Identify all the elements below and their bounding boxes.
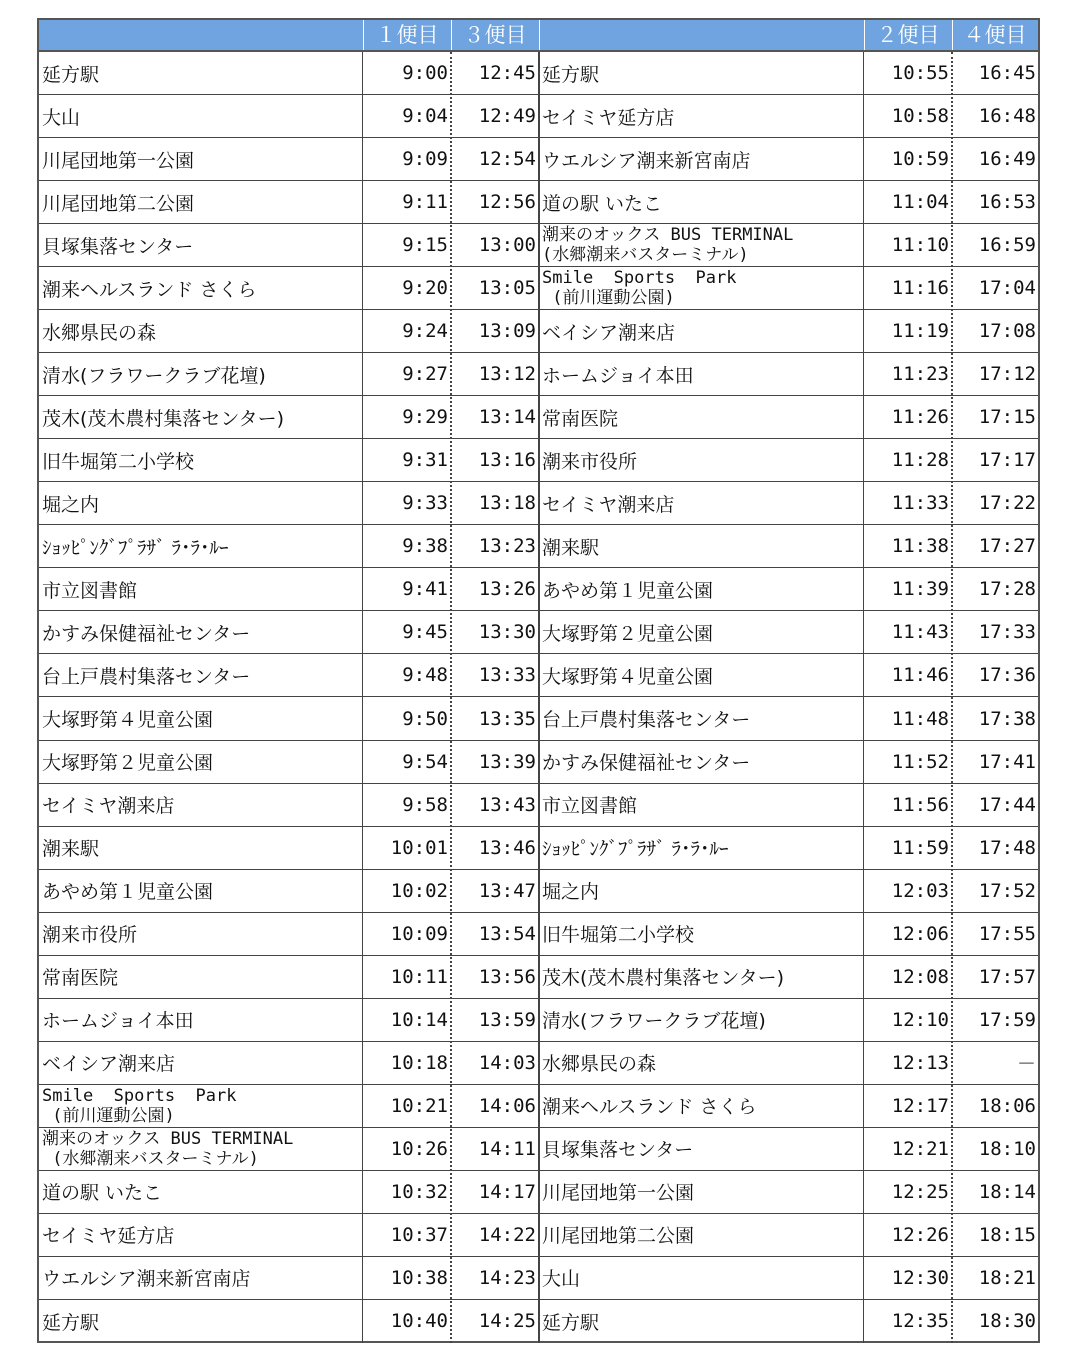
trip3-time: 14:17	[478, 1180, 536, 1203]
trip2-time: 12:21	[891, 1137, 949, 1160]
trip4-time: 16:53	[978, 191, 1036, 214]
trip1-time: 9:27	[402, 363, 448, 386]
outbound-stop-name: 川尾団地第一公園	[42, 149, 195, 172]
trip1-time: 9:11	[402, 191, 448, 214]
outbound-stop-name: 貝塚集落センター	[42, 235, 194, 258]
trip1-time: 10:21	[390, 1094, 448, 1117]
inbound-stop-name: 茂木(茂木農村集落センター)	[542, 967, 785, 990]
outbound-stop-name: 大山	[42, 106, 81, 129]
trip2-time: 12:10	[891, 1008, 949, 1031]
trip3-time: 13:09	[478, 320, 536, 343]
trip3-time: 13:05	[478, 277, 536, 300]
trip4-time: 17:48	[978, 836, 1036, 859]
trip4-time: 17:04	[978, 277, 1036, 300]
timetable-row	[39, 654, 1038, 697]
trip4-time: 17:44	[978, 793, 1036, 816]
trip1-time: 9:00	[402, 62, 448, 85]
trip2-time: 11:48	[891, 707, 949, 730]
inbound-stop-name: 貝塚集落センター	[542, 1139, 694, 1162]
trip1-time: 9:48	[402, 664, 448, 687]
timetable-row	[39, 138, 1038, 181]
outbound-stop-name: 潮来ヘルスランド さくら	[42, 278, 257, 301]
timetable	[37, 18, 1040, 1343]
timetable-row	[39, 913, 1038, 956]
trip3-time: 13:59	[478, 1008, 536, 1031]
trip3-time: 13:56	[478, 965, 536, 988]
timetable-header	[39, 20, 1038, 52]
timetable-row	[39, 1042, 1038, 1085]
trip3-time: 13:47	[478, 879, 536, 902]
trip3-time: 13:39	[478, 750, 536, 773]
trip4-time: 17:38	[978, 707, 1036, 730]
trip2-time: 11:10	[891, 234, 949, 257]
trip2-time: 12:06	[891, 922, 949, 945]
trip3-time: 13:54	[478, 922, 536, 945]
inbound-stop-name: ホームジョイ本田	[542, 364, 694, 387]
outbound-stop-name: あやめ第１児童公園	[42, 881, 214, 904]
outbound-stop-name: 常南医院	[42, 967, 119, 990]
inbound-stop-name-line: (前川運動公園)	[542, 288, 675, 309]
trip4-time: 18:21	[978, 1266, 1036, 1289]
inbound-stop-name: 潮来駅	[542, 536, 600, 559]
timetable-row	[39, 525, 1038, 568]
outbound-stop-name: 茂木(茂木農村集落センター)	[42, 407, 285, 430]
outbound-stop-name	[39, 1085, 362, 1127]
trip2-time: 11:43	[891, 621, 949, 644]
trip1-time: 10:40	[390, 1310, 448, 1333]
trip4-time: 17:55	[978, 922, 1036, 945]
header-trip-4: ４便目	[963, 23, 1027, 47]
outbound-stop-name: 堀之内	[42, 493, 100, 516]
inbound-stop-name: ウエルシア潮来新宮南店	[542, 149, 751, 172]
trip4-time: 17:12	[978, 363, 1036, 386]
outbound-stop-name: 潮来市役所	[42, 924, 138, 947]
trip1-time: 10:26	[390, 1137, 448, 1160]
outbound-stop-name: 川尾団地第二公園	[42, 192, 195, 215]
outbound-stop-name: ｼｮｯﾋﾟﾝｸﾞﾌﾟﾗｻﾞ ﾗ･ﾗ･ﾙｰ	[42, 536, 229, 559]
header-trip-3: ３便目	[463, 23, 527, 47]
trip2-time: 12:26	[891, 1223, 949, 1246]
trip4-time: 16:59	[978, 234, 1036, 257]
trip1-time: 9:33	[402, 492, 448, 515]
trip1-time: 9:15	[402, 234, 448, 257]
inbound-stop-name-line: 潮来のオックス BUS TERMINAL	[542, 225, 794, 246]
trip4-time: 18:30	[978, 1310, 1036, 1333]
trip3-time: 13:18	[478, 492, 536, 515]
inbound-stop-name: 大塚野第４児童公園	[542, 665, 714, 688]
timetable-row	[39, 1171, 1038, 1214]
trip3-time: 13:16	[478, 449, 536, 472]
inbound-stop-name: 川尾団地第一公園	[542, 1182, 695, 1205]
trip3-time: 13:30	[478, 621, 536, 644]
trip3-time: 13:33	[478, 664, 536, 687]
outbound-stop-name: ウエルシア潮来新宮南店	[42, 1268, 251, 1291]
timetable-row	[39, 439, 1038, 482]
timetable-row	[39, 784, 1038, 827]
timetable-row	[39, 999, 1038, 1042]
trip2-time: 12:03	[891, 879, 949, 902]
trip1-time: 9:24	[402, 320, 448, 343]
timetable-row	[39, 1128, 1038, 1171]
timetable-row	[39, 741, 1038, 784]
timetable-row	[39, 353, 1038, 396]
header-blank-right	[539, 20, 864, 50]
trip4-time: 17:33	[978, 621, 1036, 644]
outbound-stop-name	[39, 1128, 362, 1170]
trip3-time: 13:46	[478, 836, 536, 859]
header-blank-left	[39, 20, 363, 50]
timetable-row	[39, 224, 1038, 267]
outbound-stop-name-line: 潮来のオックス BUS TERMINAL	[42, 1128, 294, 1149]
outbound-stop-name: 台上戸農村集落センター	[42, 665, 251, 688]
trip4-time: 17:41	[978, 750, 1036, 773]
trip2-time: 11:59	[891, 836, 949, 859]
inbound-stop-name: 延方駅	[542, 1311, 600, 1334]
trip2-time: 11:38	[891, 535, 949, 558]
inbound-stop-name: 水郷県民の森	[542, 1053, 657, 1076]
timetable-row	[39, 310, 1038, 353]
trip2-time: 12:17	[891, 1094, 949, 1117]
trip3-time: 13:14	[478, 406, 536, 429]
trip2-time: 11:28	[891, 449, 949, 472]
trip2-time: 11:33	[891, 492, 949, 515]
trip4-time: 16:48	[978, 105, 1036, 128]
timetable-row	[39, 181, 1038, 224]
trip3-time: 12:45	[478, 62, 536, 85]
trip1-time: 10:02	[390, 879, 448, 902]
timetable-row	[39, 482, 1038, 525]
inbound-stop-name: セイミヤ潮来店	[542, 493, 675, 516]
trip1-time: 9:41	[402, 578, 448, 601]
trip4-time: 17:08	[978, 320, 1036, 343]
trip1-time: 10:18	[390, 1051, 448, 1074]
trip2-time: 11:39	[891, 578, 949, 601]
timetable-row	[39, 267, 1038, 310]
timetable-row	[39, 611, 1038, 654]
trip4-time: 18:10	[978, 1137, 1036, 1160]
trip4-time: 17:17	[978, 449, 1036, 472]
outbound-stop-name: ベイシア潮来店	[42, 1053, 176, 1076]
trip2-time: 11:19	[891, 320, 949, 343]
trip3-time: 12:56	[478, 191, 536, 214]
trip2-time: 10:59	[891, 148, 949, 171]
trip4-time: 16:45	[978, 62, 1036, 85]
outbound-stop-name: 延方駅	[42, 63, 100, 86]
trip4-time: 18:06	[978, 1094, 1036, 1117]
trip2-time: 10:55	[891, 62, 949, 85]
trip1-time: 10:14	[390, 1008, 448, 1031]
trip2-time: 11:26	[891, 406, 949, 429]
header-trip-2: ２便目	[876, 23, 940, 47]
trip2-time: 12:35	[891, 1310, 949, 1333]
trip3-time: 14:25	[478, 1310, 536, 1333]
outbound-stop-name: 水郷県民の森	[42, 321, 157, 344]
outbound-stop-name: 市立図書館	[42, 579, 138, 602]
inbound-stop-name: 大山	[542, 1268, 581, 1291]
trip2-time: 12:08	[891, 965, 949, 988]
outbound-stop-name-line: (前川運動公園)	[42, 1105, 175, 1126]
inbound-stop-name	[539, 267, 863, 309]
inbound-stop-name: 常南医院	[542, 407, 619, 430]
trip3-time: 13:43	[478, 793, 536, 816]
inbound-stop-name: セイミヤ延方店	[542, 106, 675, 129]
trip4-time: 17:22	[978, 492, 1036, 515]
trip2-time: 12:25	[891, 1180, 949, 1203]
inbound-stop-name: 堀之内	[542, 881, 600, 904]
trip2-time: 11:04	[891, 191, 949, 214]
trip1-time: 9:29	[402, 406, 448, 429]
outbound-stop-name: 清水(フラワークラブ花壇)	[42, 364, 266, 387]
outbound-stop-name: 道の駅 いたこ	[42, 1182, 163, 1205]
timetable-row	[39, 396, 1038, 439]
inbound-stop-name: 潮来市役所	[542, 450, 638, 473]
inbound-stop-name: かすみ保健福祉センター	[542, 752, 751, 775]
timetable-row	[39, 95, 1038, 138]
inbound-stop-name: あやめ第１児童公園	[542, 579, 714, 602]
trip4-time: 17:36	[978, 664, 1036, 687]
outbound-stop-name: セイミヤ潮来店	[42, 795, 175, 818]
trip1-time: 10:11	[390, 965, 448, 988]
timetable-row	[39, 1300, 1038, 1343]
timetable-row	[39, 568, 1038, 611]
inbound-stop-name: 道の駅 いたこ	[542, 192, 663, 215]
inbound-stop-name	[539, 224, 863, 266]
trip4-time: 18:14	[978, 1180, 1036, 1203]
outbound-stop-name: 旧牛堀第二小学校	[42, 450, 195, 473]
timetable-row	[39, 1085, 1038, 1128]
trip4-time: 17:15	[978, 406, 1036, 429]
timetable-row	[39, 698, 1038, 741]
trip1-time: 9:50	[402, 707, 448, 730]
outbound-stop-name-line: (水郷潮来バスターミナル)	[42, 1148, 259, 1169]
trip1-time: 9:54	[402, 750, 448, 773]
timetable-row	[39, 827, 1038, 870]
trip1-time: 10:32	[390, 1180, 448, 1203]
inbound-stop-name: ベイシア潮来店	[542, 321, 676, 344]
trip1-time: 9:09	[402, 148, 448, 171]
trip2-time: 11:23	[891, 363, 949, 386]
inbound-stop-name: 清水(フラワークラブ花壇)	[542, 1010, 766, 1033]
outbound-stop-name: ホームジョイ本田	[42, 1010, 194, 1033]
outbound-stop-name: 延方駅	[42, 1311, 100, 1334]
trip4-time: 17:59	[978, 1008, 1036, 1031]
trip4-time: 17:28	[978, 578, 1036, 601]
trip1-time: 10:38	[390, 1266, 448, 1289]
inbound-stop-name: 台上戸農村集落センター	[542, 709, 751, 732]
trip4-time: 17:52	[978, 879, 1036, 902]
inbound-stop-name-line: (水郷潮来バスターミナル)	[542, 245, 749, 266]
timetable-body	[39, 52, 1038, 1343]
inbound-stop-name: ｼｮｯﾋﾟﾝｸﾞﾌﾟﾗｻﾞ ﾗ･ﾗ･ﾙｰ	[542, 838, 729, 861]
trip1-time: 10:01	[390, 836, 448, 859]
trip2-time: 12:30	[891, 1266, 949, 1289]
outbound-stop-name: 大塚野第２児童公園	[42, 752, 214, 775]
trip3-time: 14:11	[478, 1137, 536, 1160]
trip4-time: 17:27	[978, 535, 1036, 558]
header-trip-1: １便目	[375, 23, 439, 47]
trip2-time: 11:52	[891, 750, 949, 773]
trip1-time: 9:45	[402, 621, 448, 644]
inbound-stop-name: 川尾団地第二公園	[542, 1225, 695, 1248]
trip3-time: 12:49	[478, 105, 536, 128]
trip4-time: 18:15	[978, 1223, 1036, 1246]
trip3-time: 13:26	[478, 578, 536, 601]
timetable-row	[39, 956, 1038, 999]
inbound-stop-name: 旧牛堀第二小学校	[542, 924, 695, 947]
inbound-stop-name: 大塚野第２児童公園	[542, 622, 714, 645]
trip3-time: 13:35	[478, 707, 536, 730]
trip1-time: 9:58	[402, 793, 448, 816]
trip3-time: 13:00	[478, 234, 536, 257]
trip3-time: 14:03	[478, 1051, 536, 1074]
trip4-time: －	[1016, 1053, 1036, 1076]
trip2-time: 11:56	[891, 793, 949, 816]
trip2-time: 12:13	[891, 1051, 949, 1074]
outbound-stop-name: 大塚野第４児童公園	[42, 709, 214, 732]
outbound-stop-name: 潮来駅	[42, 838, 100, 861]
trip1-time: 10:37	[390, 1223, 448, 1246]
timetable-row	[39, 870, 1038, 913]
trip1-time: 9:20	[402, 277, 448, 300]
inbound-stop-name: 延方駅	[542, 63, 600, 86]
trip3-time: 14:22	[478, 1223, 536, 1246]
trip2-time: 11:16	[891, 277, 949, 300]
trip1-time: 9:31	[402, 449, 448, 472]
trip2-time: 11:46	[891, 664, 949, 687]
outbound-stop-name-line: Smile Sports Park	[42, 1085, 237, 1106]
trip1-time: 10:09	[390, 922, 448, 945]
timetable-row	[39, 1257, 1038, 1300]
trip3-time: 12:54	[478, 148, 536, 171]
trip2-time: 10:58	[891, 105, 949, 128]
trip3-time: 14:23	[478, 1266, 536, 1289]
inbound-stop-name: 潮来ヘルスランド さくら	[542, 1096, 757, 1119]
trip3-time: 14:06	[478, 1094, 536, 1117]
timetable-row	[39, 52, 1038, 95]
inbound-stop-name-line: Smile Sports Park	[542, 268, 737, 289]
trip3-time: 13:12	[478, 363, 536, 386]
trip4-time: 17:57	[978, 965, 1036, 988]
trip4-time: 16:49	[978, 148, 1036, 171]
outbound-stop-name: かすみ保健福祉センター	[42, 622, 251, 645]
trip1-time: 9:38	[402, 535, 448, 558]
trip1-time: 9:04	[402, 105, 448, 128]
inbound-stop-name: 市立図書館	[542, 795, 638, 818]
timetable-row	[39, 1214, 1038, 1257]
trip3-time: 13:23	[478, 535, 536, 558]
outbound-stop-name: セイミヤ延方店	[42, 1225, 175, 1248]
